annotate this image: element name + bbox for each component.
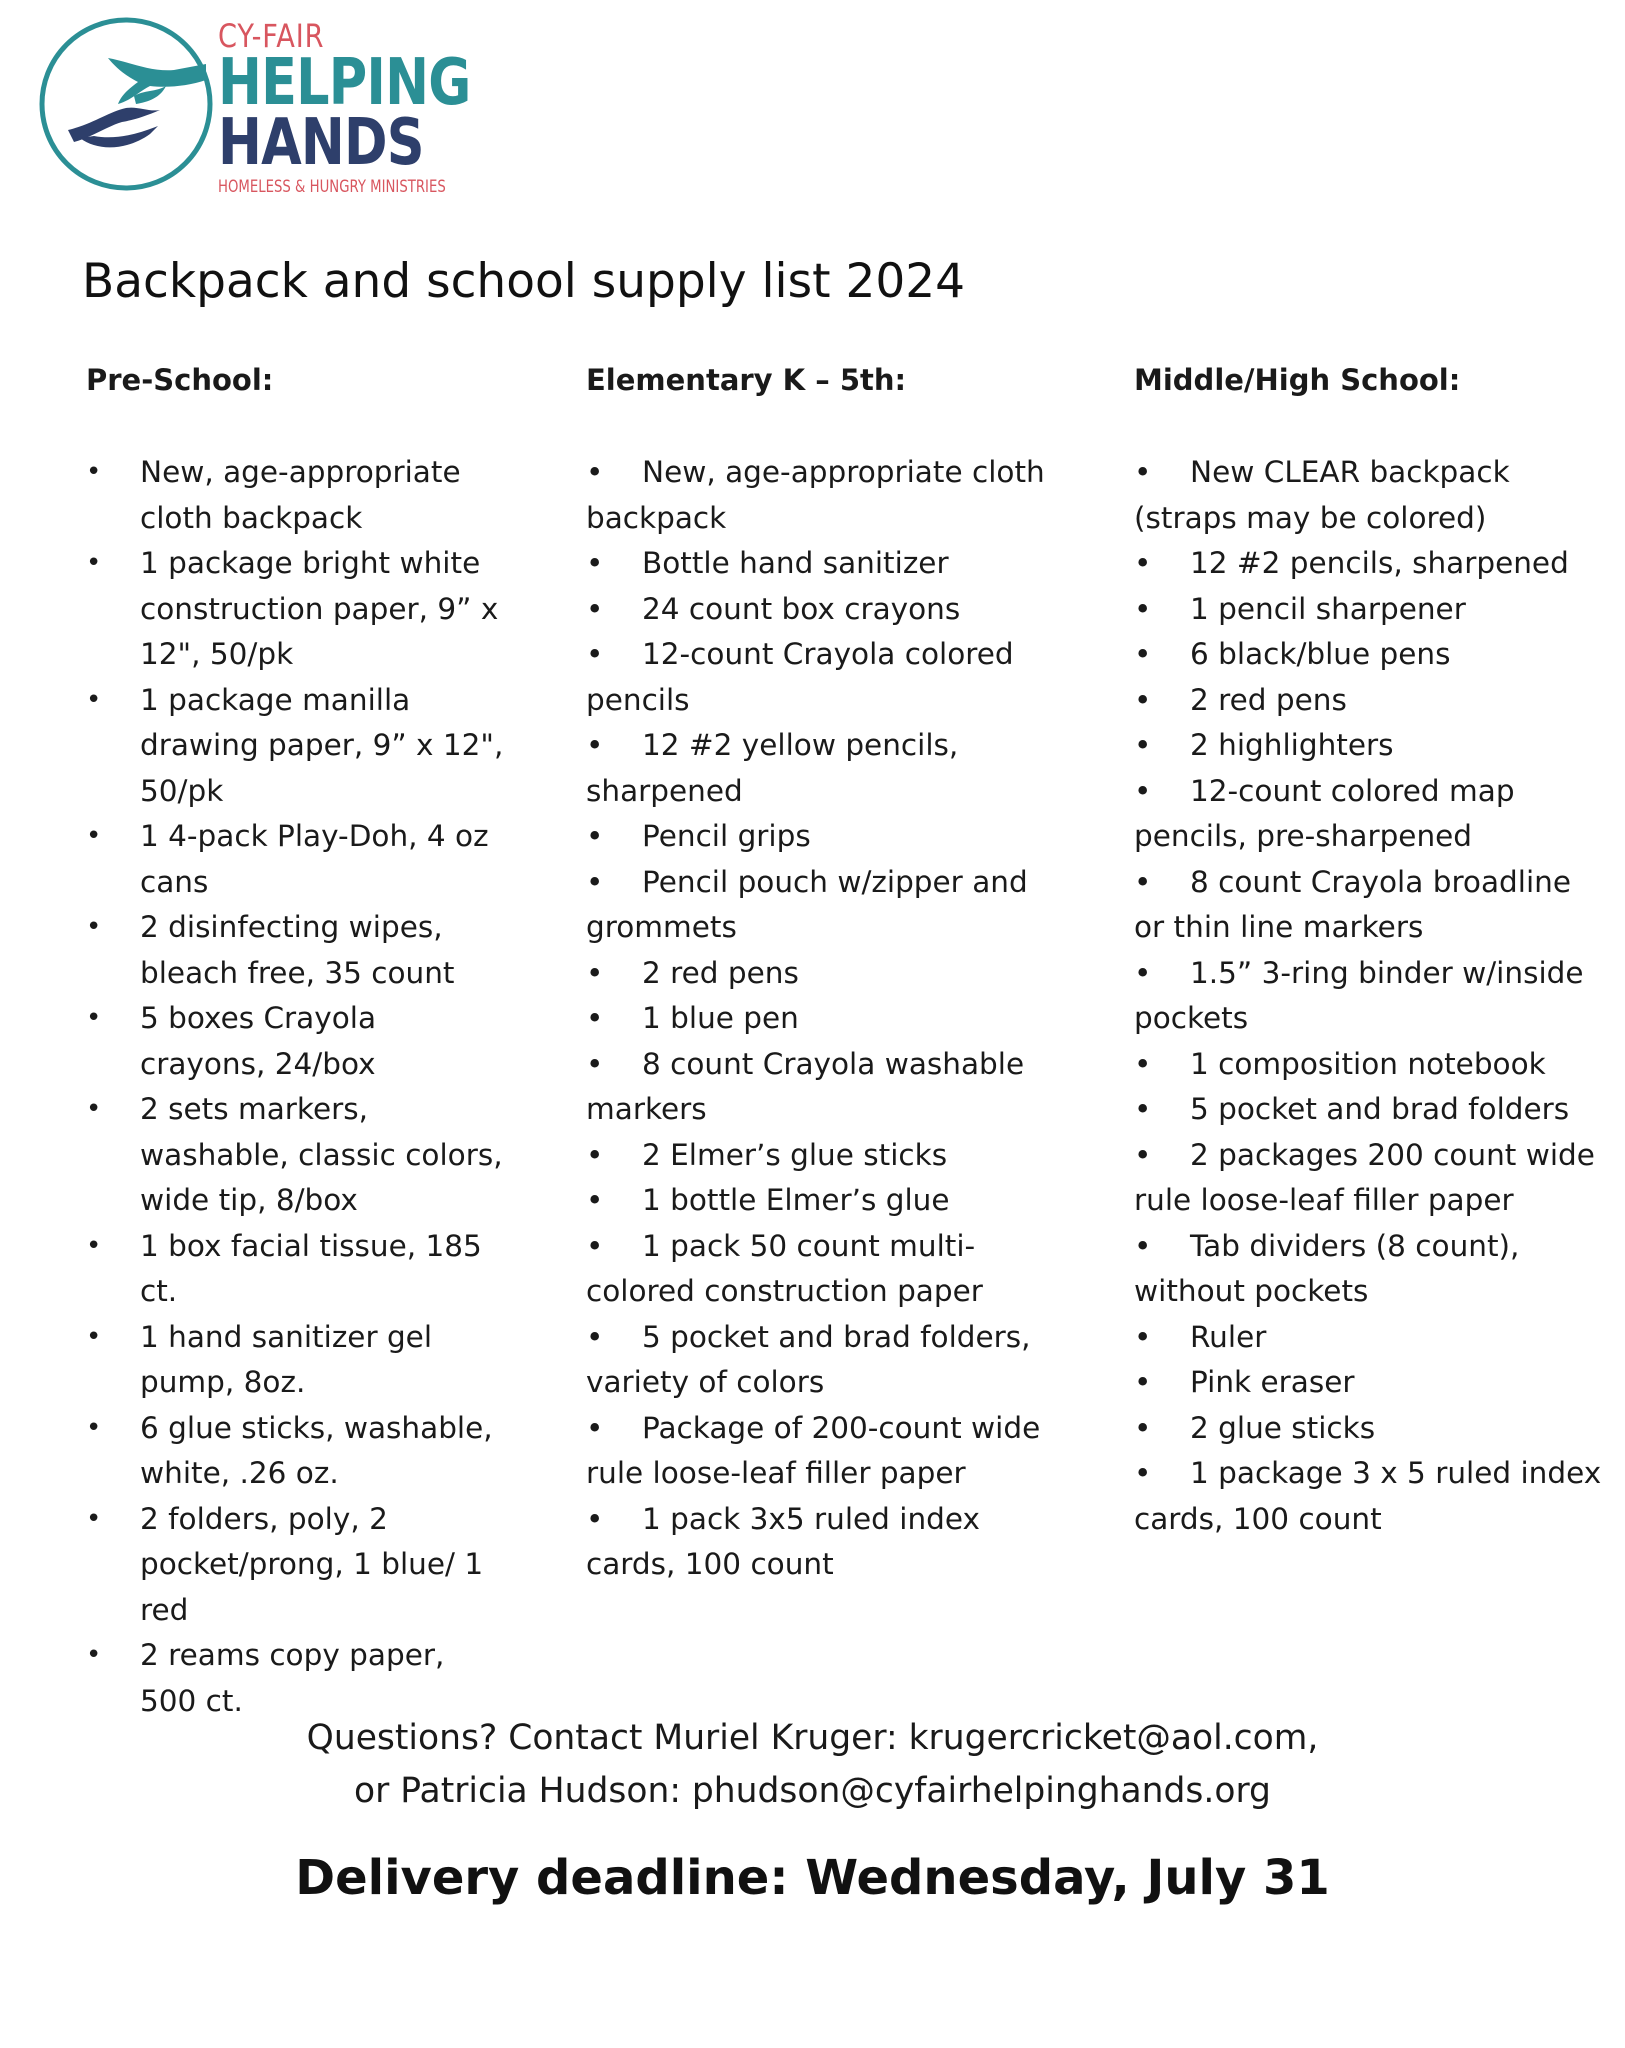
- bullet-icon: •: [86, 1640, 102, 1670]
- bullet-icon: •: [86, 684, 102, 715]
- list-item-text: New, age-appropriate cloth backpack: [140, 455, 461, 535]
- list-item-text: 2 red pens: [1190, 682, 1347, 717]
- list-item: • 12-count Crayola colored pencils: [586, 637, 1014, 717]
- list-item: • Pink eraser: [1134, 1365, 1355, 1399]
- page-title: Backpack and school supply list 2024: [82, 254, 966, 309]
- supply-list: [86, 450, 506, 1724]
- list-item: [86, 1087, 506, 1224]
- list-item-text: 6 glue sticks, washable, white, .26 oz.: [140, 1410, 493, 1490]
- list-item: • New CLEAR backpack (straps may be colored): [1134, 455, 1510, 535]
- list-item: • 5 pocket and brad folders: [1134, 1092, 1570, 1126]
- list-item: • 2 packages 200 count wide rule loose-leaf filler paper: [1134, 1137, 1595, 1217]
- list-item: [86, 1315, 506, 1406]
- list-item-text: Tab dividers (8 count), without pockets: [1134, 1228, 1520, 1308]
- logo-hands: HANDS: [218, 106, 424, 180]
- list-item-text: 1 bottle Elmer’s glue: [642, 1183, 950, 1217]
- list-item: • 2 red pens: [1134, 682, 1347, 717]
- list-item-text: 2 packages 200 count wide rule loose-leaf filler paper: [1134, 1137, 1595, 1217]
- list-item: [86, 1224, 506, 1315]
- logo-tagline: HOMELESS & HUNGRY MINISTRIES: [218, 177, 446, 197]
- list-item: • 12-count colored map pencils, pre-sharpened: [1134, 773, 1515, 853]
- list-item: • 12 #2 pencils, sharpened: [1134, 546, 1569, 580]
- list-item-text: 2 reams copy paper, 500 ct.: [140, 1638, 445, 1718]
- bullet-icon: •: [86, 1230, 102, 1261]
- list-item-text: Bottle hand sanitizer: [642, 546, 949, 580]
- list-item: • Tab dividers (8 count), without pockets: [1134, 1228, 1520, 1308]
- list-item: [86, 1497, 506, 1634]
- list-item-text: 12-count Crayola colored pencils: [586, 637, 1014, 717]
- list-item: [86, 541, 506, 678]
- list-item-text: 5 boxes Crayola crayons, 24/box: [140, 1001, 377, 1081]
- list-item-text: 1 pack 50 count multi-colored construction paper: [586, 1228, 983, 1308]
- list-item-text: New CLEAR backpack (straps may be colored): [1134, 455, 1510, 535]
- list-item: • Pencil pouch w/zipper and grommets: [586, 864, 1028, 944]
- list-item: [86, 996, 506, 1087]
- list-item: • 1 pencil sharpener: [1134, 591, 1466, 626]
- list-item: • Ruler: [1134, 1319, 1267, 1354]
- list-item-text: 1 package 3 x 5 ruled index cards, 100 count: [1134, 1456, 1602, 1536]
- list-item-text: 1 composition notebook: [1190, 1046, 1546, 1081]
- list-item: • Bottle hand sanitizer: [586, 546, 949, 580]
- list-item-text: Ruler: [1190, 1319, 1267, 1354]
- logo: [38, 12, 471, 202]
- supply-list: [1134, 450, 1604, 1542]
- list-item-text: 2 Elmer’s glue sticks: [642, 1137, 948, 1172]
- list-item-text: 8 count Crayola broadline or thin line markers: [1134, 864, 1572, 944]
- list-item: • 24 count box crayons: [586, 591, 961, 626]
- list-item: • 1 pack 3x5 ruled index cards, 100 count: [586, 1501, 980, 1581]
- list-item: • 1.5” 3-ring binder w/inside pockets: [1134, 955, 1584, 1035]
- list-item: • 1 composition notebook: [1134, 1046, 1546, 1081]
- list-item-text: 8 count Crayola washable markers: [586, 1046, 1025, 1126]
- list-item-text: 2 highlighters: [1190, 728, 1394, 762]
- list-item-text: 1.5” 3-ring binder w/inside pockets: [1134, 955, 1584, 1035]
- list-item-text: Pink eraser: [1190, 1365, 1355, 1399]
- list-item-text: Pencil grips: [642, 819, 811, 853]
- list-item-text: 5 pocket and brad folders, variety of colors: [586, 1319, 1031, 1399]
- bullet-icon: •: [86, 1503, 102, 1534]
- list-item: [86, 678, 506, 815]
- list-item: • Pencil grips: [586, 819, 811, 853]
- list-item-text: 2 red pens: [642, 955, 799, 990]
- column-heading: Middle/High School:: [1134, 363, 1461, 397]
- list-item-text: 1 blue pen: [642, 1001, 799, 1035]
- list-item: [86, 1406, 506, 1497]
- middle-high-column: [1134, 360, 1604, 1542]
- list-item-text: 1 pencil sharpener: [1190, 591, 1466, 626]
- list-item: [86, 905, 506, 996]
- list-item-text: 5 pocket and brad folders: [1190, 1092, 1570, 1126]
- list-item-text: 1 box facial tissue, 185 ct.: [140, 1228, 482, 1308]
- bullet-icon: •: [86, 457, 102, 487]
- list-item-text: 2 glue sticks: [1190, 1410, 1376, 1445]
- bullet-icon: •: [86, 821, 102, 851]
- contact-line-2: or Patricia Hudson: phudson@cyfairhelpinghands.org: [354, 1771, 1271, 1811]
- column-heading: Pre-School:: [86, 363, 274, 397]
- list-item: • 2 red pens: [586, 955, 799, 990]
- logo-cyfair: CY-FAIR: [218, 17, 325, 55]
- list-item: • 12 #2 yellow pencils, sharpened: [586, 728, 959, 808]
- list-item-text: 1 package manilla drawing paper, 9” x 12", 50/pk: [140, 682, 504, 808]
- list-item-text: 1 4-pack Play-Doh, 4 oz cans: [140, 819, 489, 899]
- bullet-icon: •: [86, 1321, 102, 1352]
- list-item: • 8 count Crayola broadline or thin line markers: [1134, 864, 1572, 944]
- supply-list: [586, 450, 1056, 1588]
- list-item: • 2 highlighters: [1134, 728, 1394, 762]
- list-item-text: Package of 200-count wide rule loose-leaf filler paper: [586, 1410, 1041, 1490]
- list-item: • 5 pocket and brad folders, variety of colors: [586, 1319, 1031, 1399]
- hands-icon: [38, 12, 218, 192]
- list-item-text: 2 folders, poly, 2 pocket/prong, 1 blue/ 1 red: [140, 1501, 484, 1627]
- list-item: • Package of 200-count wide rule loose-leaf filler paper: [586, 1410, 1041, 1490]
- list-item-text: 1 package bright white construction paper, 9” x 12", 50/pk: [140, 546, 499, 671]
- list-item-text: Pencil pouch w/zipper and grommets: [586, 864, 1028, 944]
- list-item-text: New, age-appropriate cloth backpack: [586, 455, 1045, 535]
- list-item: • 2 glue sticks: [1134, 1410, 1376, 1445]
- list-item: • New, age-appropriate cloth backpack: [586, 455, 1045, 535]
- list-item: [86, 814, 506, 905]
- list-item: • 1 bottle Elmer’s glue: [586, 1183, 950, 1217]
- bullet-icon: •: [86, 912, 102, 942]
- list-item-text: 12 #2 pencils, sharpened: [1190, 546, 1569, 580]
- list-item: • 2 Elmer’s glue sticks: [586, 1137, 948, 1172]
- column-heading: Elementary K – 5th:: [586, 363, 907, 397]
- bullet-icon: •: [86, 1003, 102, 1033]
- delivery-deadline: Delivery deadline: Wednesday, July 31: [295, 1850, 1330, 1906]
- elementary-column: [586, 360, 1056, 1588]
- contact-line-1: Questions? Contact Muriel Kruger: krugercricket@aol.com,: [306, 1718, 1319, 1758]
- list-item: • 1 pack 50 count multi-colored construction paper: [586, 1228, 983, 1308]
- list-item-text: 24 count box crayons: [642, 591, 961, 626]
- list-item-text: 1 hand sanitizer gel pump, 8oz.: [140, 1319, 433, 1399]
- list-item-text: 1 pack 3x5 ruled index cards, 100 count: [586, 1501, 980, 1581]
- list-item: [86, 450, 506, 541]
- contact-info: [0, 1712, 1625, 1818]
- bullet-icon: •: [86, 1094, 102, 1124]
- list-item: • 1 package 3 x 5 ruled index cards, 100 count: [1134, 1456, 1602, 1536]
- list-item-text: 2 disinfecting wipes, bleach free, 35 count: [140, 910, 455, 990]
- list-item: • 8 count Crayola washable markers: [586, 1046, 1025, 1126]
- list-item-text: 6 black/blue pens: [1190, 637, 1451, 671]
- preschool-column: [86, 360, 506, 1724]
- list-item-text: 12 #2 yellow pencils, sharpened: [586, 728, 959, 808]
- bullet-icon: •: [86, 548, 102, 578]
- list-item: [86, 1633, 506, 1724]
- logo-helping: HELPING: [218, 46, 471, 120]
- list-item-text: 12-count colored map pencils, pre-sharpened: [1134, 773, 1515, 853]
- list-item: • 1 blue pen: [586, 1001, 799, 1035]
- list-item-text: 2 sets markers, washable, classic colors, wide tip, 8/box: [140, 1092, 503, 1217]
- bullet-icon: •: [86, 1412, 102, 1443]
- list-item: • 6 black/blue pens: [1134, 637, 1451, 671]
